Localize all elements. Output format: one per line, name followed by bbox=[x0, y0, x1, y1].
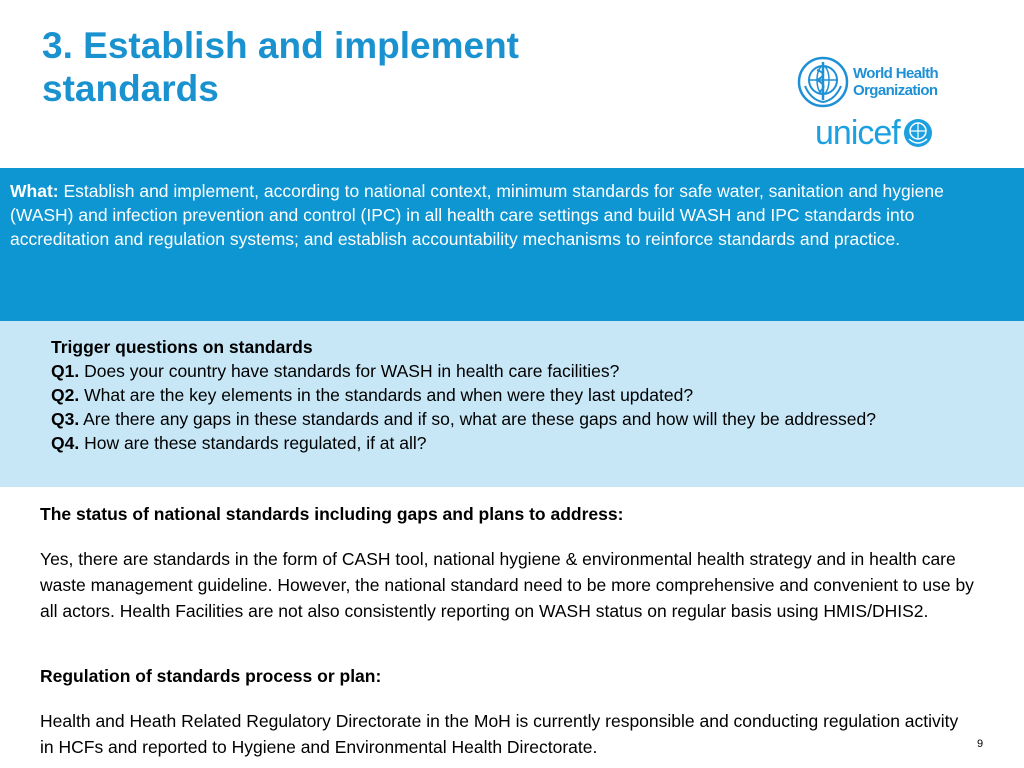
unicef-globe-icon bbox=[902, 117, 934, 149]
question-text: What are the key elements in the standards and when were they last updated? bbox=[79, 385, 694, 405]
who-logo bbox=[797, 56, 952, 108]
slide-title: 3. Establish and implement standards bbox=[42, 25, 520, 109]
what-section bbox=[0, 168, 1024, 321]
who-name-line1: World Health bbox=[853, 65, 939, 82]
question-label: Q4. bbox=[51, 433, 80, 453]
regulation-heading: Regulation of standards process or plan: bbox=[40, 666, 382, 686]
question-label: Q2. bbox=[51, 385, 80, 405]
who-emblem-icon bbox=[797, 56, 849, 108]
unicef-wordmark: unicef bbox=[815, 114, 900, 152]
question-text: How are these standards regulated, if at all? bbox=[79, 433, 427, 453]
question-1 bbox=[51, 359, 1004, 383]
status-heading: The status of national standards including gaps and plans to address: bbox=[40, 504, 624, 524]
question-text: Does your country have standards for WASH in health care facilities? bbox=[79, 361, 620, 381]
unicef-logo bbox=[815, 114, 950, 152]
trigger-heading: Trigger questions on standards bbox=[51, 337, 313, 357]
question-text: Are there any gaps in these standards and if so, what are these gaps and how will they be addressed? bbox=[79, 409, 876, 429]
page-number: 9 bbox=[976, 738, 984, 750]
who-name-line2: Organization bbox=[853, 82, 938, 99]
question-2 bbox=[51, 383, 1004, 407]
regulation-body: Health and Heath Related Regulatory Directorate in the MoH is currently responsible and conducting regulation activity in HCFs and reported to Hygiene and Environmental Health Directorate. bbox=[40, 711, 959, 757]
question-label: Q3. bbox=[51, 409, 80, 429]
trigger-questions-section bbox=[0, 321, 1024, 487]
what-text: Establish and implement, according to national context, minimum standards for safe water, sanitation and hygiene (WASH) and infection prevention and control (IPC) in all health care settings and build WASH and IPC standards into accreditation and regulation systems; and establish accountability mechanisms to reinforce standards and practice. bbox=[10, 181, 944, 249]
what-label: What: bbox=[10, 181, 59, 201]
question-4 bbox=[51, 431, 1004, 455]
status-body: Yes, there are standards in the form of CASH tool, national hygiene & environmental health strategy and in health care waste management guideline. However, the national standard need to be more comprehensive and convenient to use by all actors. Health Facilities are not also consistently reporting on WASH status on regular basis using HMIS/DHIS2. bbox=[40, 549, 974, 621]
who-name bbox=[853, 65, 938, 99]
question-label: Q1. bbox=[51, 361, 80, 381]
question-3 bbox=[51, 407, 1004, 431]
